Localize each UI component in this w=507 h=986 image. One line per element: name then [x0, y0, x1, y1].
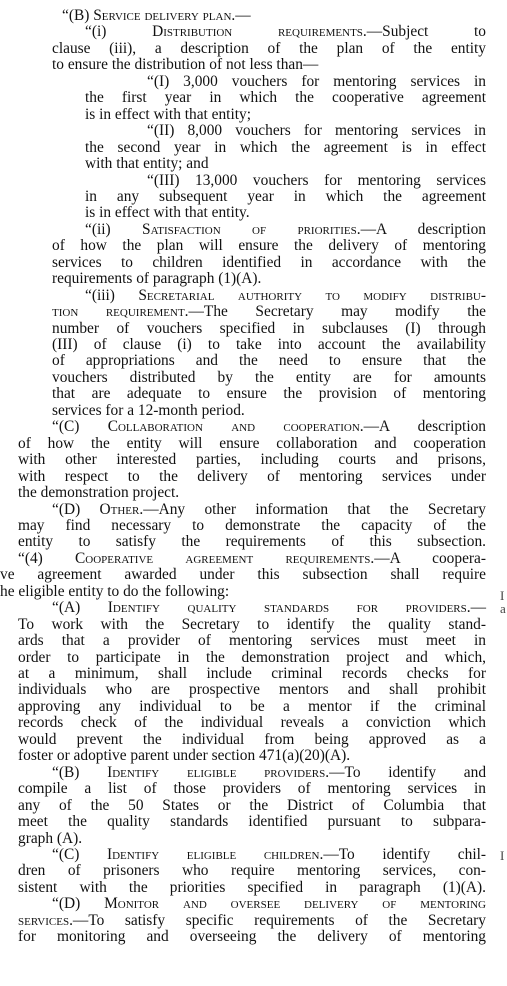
line-text: “(C) [52, 418, 108, 436]
line-text: that are adequate to ensure the provision of mentoring [52, 385, 486, 403]
line-text: —A coopera- [374, 549, 486, 567]
line-text: the demonstration project. [18, 484, 180, 502]
margin-fragment: I [500, 588, 505, 603]
line-text: entity to satisfy the requirements of this subsection. [18, 533, 486, 551]
text-line [52, 896, 486, 912]
section-heading: Distribution requirements. [152, 23, 367, 41]
text-line [85, 189, 486, 205]
text-line [18, 748, 350, 764]
text-line [18, 913, 486, 929]
section-heading: Identify quality standards for providers. [107, 599, 471, 617]
text-line [52, 41, 486, 57]
line-text: “(4) [18, 549, 76, 567]
text-line [85, 140, 486, 156]
line-text: To work with the Secretary to identify the quality stand- [18, 615, 486, 633]
text-line [18, 518, 486, 534]
text-line [18, 469, 486, 485]
text-line [18, 699, 486, 715]
line-text: is in effect with that entity. [85, 204, 250, 222]
text-line [52, 321, 486, 337]
text-line [52, 386, 486, 402]
line-text: he eligible entity to do the following: [0, 582, 230, 600]
line-text: —To identify and [329, 763, 487, 781]
line-text: of how the entity will ensure collaboration and cooperation [18, 434, 486, 452]
text-line [52, 304, 486, 320]
line-text: in any subsequent year in which the agreement [85, 187, 486, 205]
line-text: ards that a provider of mentoring services must meet in [18, 632, 486, 650]
section-heading: tion requirement. [52, 303, 189, 321]
line-text: with that entity; and [85, 155, 209, 173]
text-line [18, 485, 179, 501]
text-line [18, 831, 82, 847]
line-text: of appropriations and the need to ensure that the [52, 352, 486, 370]
text-line [18, 650, 486, 666]
line-text: “(I) 3,000 vouchers for mentoring services in [147, 72, 486, 90]
line-text: with respect to the delivery of mentoring services under [18, 467, 486, 485]
text-line [18, 551, 486, 567]
line-text: “(II) 8,000 vouchers for mentoring services in [147, 122, 486, 140]
text-line [18, 666, 486, 682]
line-text: may find necessary to demonstrate the capacity of the [18, 516, 486, 534]
text-line [18, 682, 486, 698]
text-line [85, 205, 250, 221]
text-line [18, 715, 486, 731]
section-heading: Secretarial authority to modify distribu- [138, 286, 487, 304]
line-text: —A description [360, 220, 487, 238]
line-text: number of vouchers specified in subclauses (I) through [52, 319, 486, 337]
text-line [0, 584, 229, 600]
line-text: for monitoring and overseeing the delivery of mentoring [18, 928, 486, 946]
line-text: at a minimum, shall include criminal records checks for [18, 665, 486, 682]
text-line [18, 732, 486, 748]
line-text: the first year in which the cooperative agreement [85, 89, 486, 107]
line-text: with other interested parties, including courts and prisons, [18, 451, 486, 469]
line-text: is in effect with that entity; [85, 105, 251, 123]
text-line [85, 222, 486, 238]
text-line [18, 452, 486, 468]
line-text: of how the plan will ensure the delivery of mentoring [52, 237, 486, 255]
line-text: — [470, 599, 487, 617]
text-line [18, 633, 486, 649]
line-text: any of the 50 States or the District of Columbia that [18, 796, 486, 814]
line-text: compile a list of those providers of mentoring services in [18, 780, 486, 798]
text-line [62, 8, 251, 24]
text-line [147, 123, 486, 139]
line-text: dren of prisoners who require mentoring services, con- [18, 862, 486, 880]
margin-fragment: a [500, 601, 506, 616]
line-text: foster or adoptive parent under section 471(a)(20)(A). [18, 747, 351, 765]
line-text: “(i) [85, 23, 153, 41]
line-text: sistent with the priorities specified in paragraph (1)(A). [18, 878, 486, 896]
line-text: “(B) [52, 763, 108, 781]
text-line [85, 90, 486, 106]
line-text: (III) of clause (i) to take into account the availability [52, 336, 486, 353]
section-heading: services. [18, 911, 73, 929]
line-text: — [235, 7, 251, 24]
line-text: “(C) [52, 845, 107, 863]
line-text: “(iii) [85, 286, 139, 304]
text-line [18, 436, 486, 452]
line-text: “(ii) [85, 220, 143, 238]
section-heading: Identify eligible providers. [107, 763, 330, 781]
text-line [52, 271, 261, 287]
line-text: approving any individual to be a mentor if the criminal [18, 697, 486, 715]
text-line [52, 57, 318, 73]
text-line [52, 353, 486, 369]
line-text: records check of the individual reveals a conviction which [18, 714, 486, 732]
text-line [52, 765, 486, 781]
text-line [18, 798, 486, 814]
line-text: —The Secretary may modify the [188, 303, 487, 321]
line-text: clause (iii), a description of the plan of the entity [52, 39, 486, 57]
text-line [52, 255, 486, 271]
text-line [52, 370, 486, 386]
text-line [18, 929, 486, 945]
line-text: “(D) [52, 500, 100, 518]
text-line [18, 814, 486, 830]
text-line [0, 567, 486, 583]
line-text: —Subject to [366, 23, 486, 41]
section-heading: Other. [99, 500, 144, 518]
line-text: order to participate in the demonstration project and which, [18, 648, 486, 666]
text-line [147, 173, 486, 189]
text-line [85, 24, 486, 40]
text-line [18, 617, 486, 633]
line-text: would prevent the individual from being approved as a [18, 730, 486, 748]
section-heading: Service delivery plan. [93, 7, 236, 24]
line-text: “(A) [52, 599, 108, 617]
text-line [18, 781, 486, 797]
line-text: vouchers distributed by the entity are for amounts [52, 368, 486, 386]
line-text: the second year in which the agreement is in effect [85, 138, 486, 156]
text-line [52, 403, 245, 419]
line-text: —A description [363, 418, 486, 436]
section-heading: Collaboration and cooperation. [107, 418, 364, 436]
line-text: “(B) [62, 7, 94, 24]
line-text: meet the quality standards identified pursuant to subpara- [18, 813, 486, 831]
line-text: —Any other information that the Secretary [143, 500, 487, 518]
text-line [18, 863, 486, 879]
text-line [85, 288, 486, 304]
line-text: —To identify chil- [323, 845, 487, 863]
text-line [18, 880, 486, 896]
text-line [147, 74, 486, 90]
line-text: requirements of paragraph (1)(A). [52, 270, 262, 288]
text-line [52, 847, 486, 863]
text-line [85, 107, 251, 123]
text-line [18, 534, 486, 550]
line-text: —To satisfy specific requirements of the Secretary [72, 911, 486, 929]
line-text: ve agreement awarded under this subsection shall require [0, 566, 486, 584]
section-heading: Cooperative agreement requirements. [75, 549, 375, 567]
line-text: individuals who are prospective mentors and shall prohibit [18, 681, 486, 699]
section-heading: Satisfaction of priorities. [142, 220, 361, 238]
text-line [52, 337, 486, 353]
text-line [52, 502, 486, 518]
line-text: graph (A). [18, 829, 83, 847]
text-line [52, 600, 486, 616]
line-text: services for a 12-month period. [52, 401, 245, 419]
line-text: services to children identified in accordance with the [52, 253, 486, 271]
text-line [85, 156, 209, 172]
section-heading: Identify eligible children. [106, 845, 324, 863]
text-line [52, 238, 486, 254]
line-text: to ensure the distribution of not less than— [52, 56, 319, 74]
line-text: “(III) 13,000 vouchers for mentoring services [147, 171, 486, 189]
margin-fragment: I [500, 848, 505, 863]
text-line [52, 419, 486, 435]
section-heading: Monitor and oversee delivery of mentoring [104, 895, 486, 913]
line-text: “(D) [52, 895, 105, 913]
